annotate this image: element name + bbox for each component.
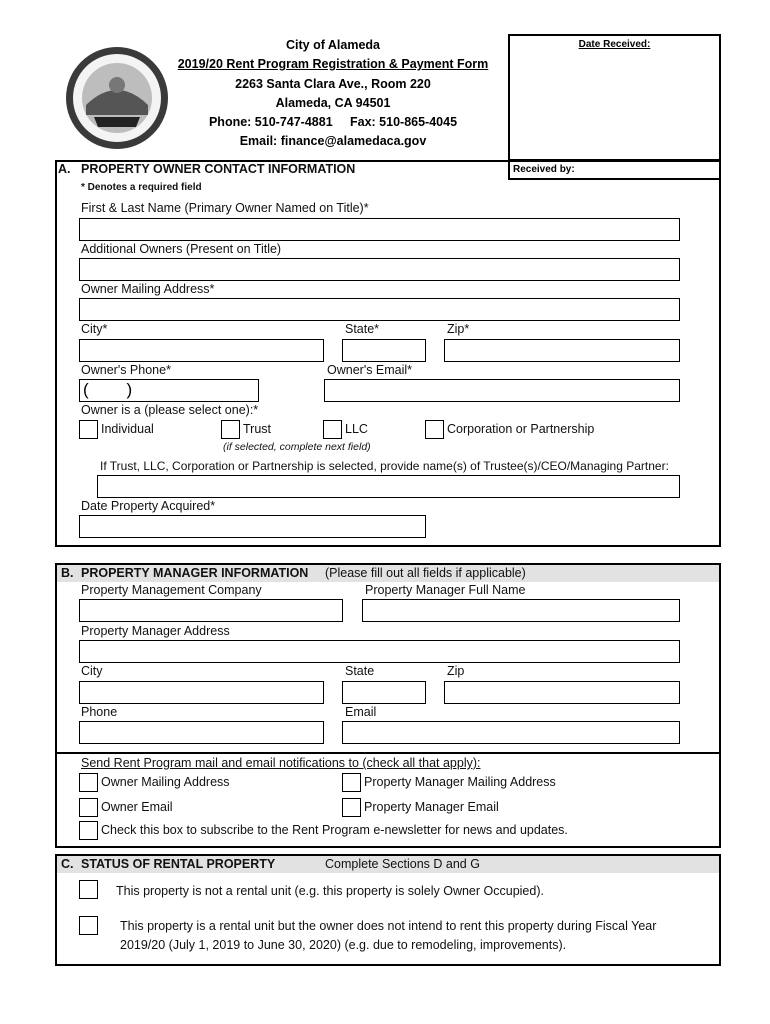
not-renting-checkbox[interactable]	[79, 916, 98, 935]
owner-phone-label: Owner's Phone*	[81, 363, 171, 377]
pm-address-label: Property Manager Address	[81, 624, 230, 638]
not-renting-label-line2: 2019/20 (July 1, 2019 to June 30, 2020) (e.g. due to remodeling, improvements).	[120, 938, 567, 952]
phone-area-code: ( )	[83, 380, 133, 399]
section-b-note: (Please fill out all fields if applicable)	[325, 566, 526, 580]
office-address: 2263 Santa Clara Ave., Room 220	[235, 77, 431, 91]
pm-mail-label: Property Manager Mailing Address	[364, 775, 556, 789]
pm-company-label: Property Management Company	[81, 583, 262, 597]
pm-state-field[interactable]	[342, 681, 426, 704]
owner-city-label: City*	[81, 322, 108, 336]
not-rental-checkbox[interactable]	[79, 880, 98, 899]
pm-email-checkbox[interactable]	[342, 798, 361, 817]
pm-email-notify-label: Property Manager Email	[364, 800, 499, 814]
pm-fullname-label: Property Manager Full Name	[365, 583, 526, 597]
owner-zip-field[interactable]	[444, 339, 680, 362]
owner-name-label: First & Last Name (Primary Owner Named on Title)*	[81, 201, 369, 215]
pm-fullname-field[interactable]	[362, 599, 680, 622]
owner-email-label: Owner's Email*	[327, 363, 413, 377]
owner-mail-checkbox[interactable]	[79, 773, 98, 792]
owner-email-checkbox[interactable]	[79, 798, 98, 817]
owner-mail-label: Owner Mailing Address	[101, 775, 230, 789]
pm-address-field[interactable]	[79, 640, 680, 663]
newsletter-label: Check this box to subscribe to the Rent Program e-newsletter for news and updates.	[101, 823, 568, 837]
office-phone-fax: Phone: 510-747-4881 Fax: 510-865-4045	[208, 115, 458, 129]
pm-zip-field[interactable]	[444, 681, 680, 704]
notify-divider	[55, 752, 721, 754]
pm-city-field[interactable]	[79, 681, 324, 704]
pm-email-label: Email	[345, 705, 377, 719]
newsletter-checkbox[interactable]	[79, 821, 98, 840]
form-title: 2019/20 Rent Program Registration & Payment Form	[177, 57, 489, 71]
additional-owners-label: Additional Owners (Present on Title)	[81, 242, 282, 256]
owner-zip-label: Zip*	[447, 322, 470, 336]
corporation-checkbox[interactable]	[425, 420, 444, 439]
section-c-title: STATUS OF RENTAL PROPERTY	[81, 857, 276, 871]
section-c-letter: C.	[61, 857, 74, 871]
owner-email-notify-label: Owner Email	[101, 800, 173, 814]
llc-checkbox[interactable]	[323, 420, 342, 439]
owner-email-field[interactable]	[324, 379, 680, 402]
owner-state-label: State*	[345, 322, 380, 336]
not-rental-label: This property is not a rental unit (e.g. this property is solely Owner Occupied).	[116, 884, 544, 898]
pm-phone-label: Phone	[81, 705, 118, 719]
date-received-box[interactable]	[508, 34, 721, 161]
owner-mailing-label: Owner Mailing Address*	[81, 282, 215, 296]
city-name: City of Alameda	[285, 38, 380, 52]
owner-mailing-field[interactable]	[79, 298, 680, 321]
date-acquired-field[interactable]	[79, 515, 426, 538]
owner-type-label: Owner is a (please select one):*	[81, 403, 259, 417]
pm-mail-checkbox[interactable]	[342, 773, 361, 792]
owner-city-field[interactable]	[79, 339, 324, 362]
owner-phone-field[interactable]	[79, 379, 259, 402]
received-by-label: Received by:	[513, 164, 575, 175]
pm-state-label: State	[345, 664, 375, 678]
if-selected-note: (if selected, complete next field)	[223, 441, 371, 453]
trust-label: Trust	[243, 422, 272, 436]
trustee-field[interactable]	[97, 475, 680, 498]
additional-owners-field[interactable]	[79, 258, 680, 281]
notify-label: Send Rent Program mail and email notifications to (check all that apply):	[81, 756, 481, 770]
pm-email-field[interactable]	[342, 721, 680, 744]
owner-state-field[interactable]	[342, 339, 426, 362]
date-received-label: Date Received:	[578, 39, 651, 50]
city-seal	[64, 45, 170, 151]
date-acquired-label: Date Property Acquired*	[81, 499, 216, 513]
trustee-label: If Trust, LLC, Corporation or Partnership is selected, provide name(s) of Trustee(s)/CEO/Managing Partner:	[100, 459, 669, 473]
section-c-note: Complete Sections D and G	[325, 857, 480, 871]
pm-city-label: City	[81, 664, 103, 678]
office-city: Alameda, CA 94501	[275, 96, 391, 110]
pm-company-field[interactable]	[79, 599, 343, 622]
office-email: Email: finance@alamedaca.gov	[239, 134, 427, 148]
pm-phone-field[interactable]	[79, 721, 324, 744]
llc-label: LLC	[345, 422, 368, 436]
owner-name-field[interactable]	[79, 218, 680, 241]
corporation-label: Corporation or Partnership	[447, 422, 595, 436]
section-b-title: PROPERTY MANAGER INFORMATION	[81, 566, 309, 580]
section-a-title: PROPERTY OWNER CONTACT INFORMATION	[81, 162, 356, 176]
section-b-letter: B.	[61, 566, 74, 580]
trust-checkbox[interactable]	[221, 420, 240, 439]
not-renting-label-line1: This property is a rental unit but the owner does not intend to rent this property during Fiscal Year	[120, 919, 657, 933]
required-note: * Denotes a required field	[81, 182, 202, 193]
individual-label: Individual	[101, 422, 154, 436]
pm-zip-label: Zip	[447, 664, 465, 678]
individual-checkbox[interactable]	[79, 420, 98, 439]
section-a-letter: A.	[58, 162, 71, 176]
